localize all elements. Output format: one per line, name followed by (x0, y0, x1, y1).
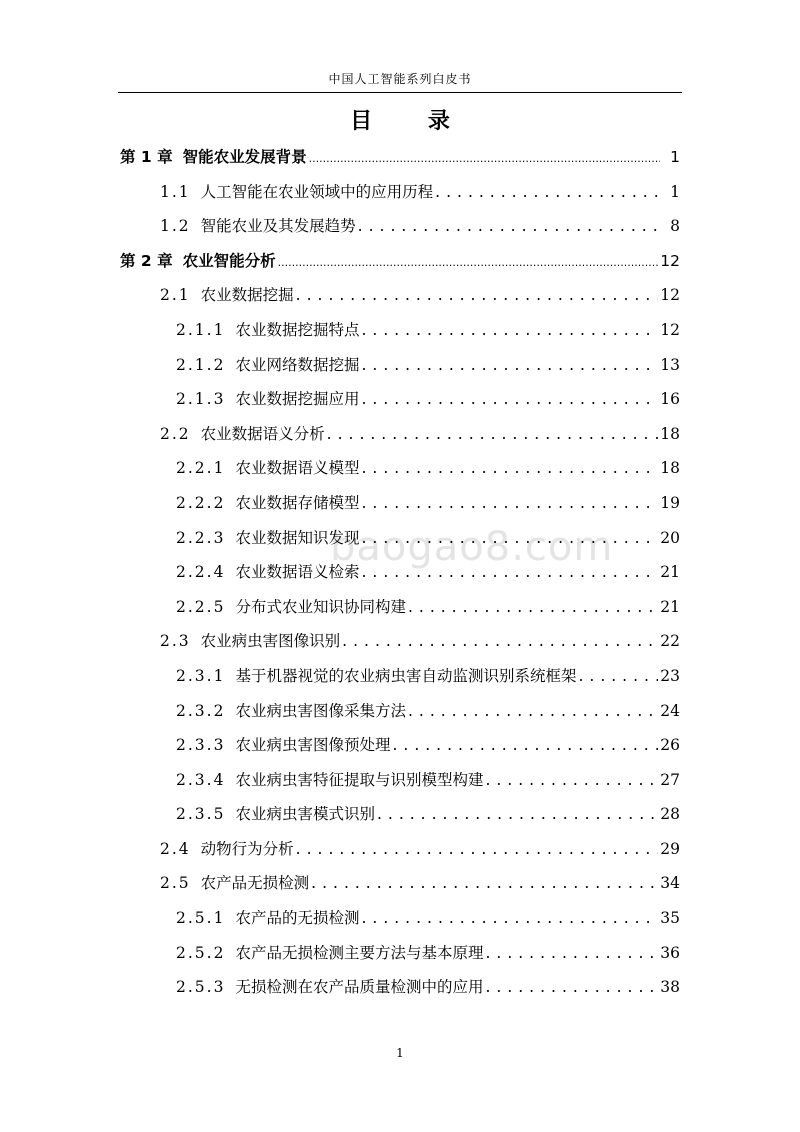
toc-entry-title: 农业病虫害特征提取与识别模型构建 (235, 770, 484, 789)
toc-entry-page: 12 (660, 286, 680, 305)
toc-entry[interactable] (120, 694, 680, 729)
toc-entry-page: 16 (660, 390, 680, 409)
toc-entry-number: 2.1.2 (176, 355, 226, 374)
toc-entry-title: 农产品无损检测 (200, 874, 310, 893)
watermark: baogao8.com (330, 524, 614, 570)
running-header: 中国人工智能系列白皮书 (328, 72, 472, 86)
toc-entry-page: 21 (660, 563, 680, 582)
toc-entry-page: 23 (660, 666, 680, 685)
toc-entry[interactable] (120, 451, 680, 486)
toc-entry-title: 农产品无损检测主要方法与基本原理 (235, 943, 484, 962)
toc-entry-number: 1.2 (160, 217, 191, 236)
toc-entry-number: 2.1.1 (176, 320, 226, 339)
toc-entry-page: 13 (660, 355, 680, 374)
toc-dot-leader (361, 521, 658, 556)
toc-entry-number: 2.3.3 (176, 736, 226, 755)
toc-dot-leader (296, 278, 659, 313)
toc-entry-title: 农业网络数据挖掘 (235, 355, 360, 374)
toc-entry-number: 2.2.5 (176, 597, 226, 616)
toc-entry[interactable] (120, 728, 680, 763)
toc-entry[interactable] (120, 936, 680, 971)
toc-entry-title: 农业数据知识发现 (235, 528, 360, 547)
toc-entry-number: 2.3.4 (176, 770, 226, 789)
toc-entry-number: 2.2.3 (176, 528, 226, 547)
toc-entry-page: 35 (660, 909, 680, 928)
toc-entry-number: 第 1 章 (120, 148, 173, 166)
toc-dot-leader (327, 417, 659, 452)
toc-entry[interactable] (120, 209, 680, 244)
toc-dot-leader (361, 451, 658, 486)
toc-entry-page: 21 (660, 597, 680, 616)
page-number: 1 (396, 1046, 404, 1060)
toc-entry[interactable] (120, 901, 680, 936)
toc-entry-title: 农业数据挖掘特点 (235, 320, 360, 339)
toc-entry-number: 2.3 (160, 632, 191, 651)
toc-dot-leader (392, 728, 658, 763)
toc-entry-number: 2.2.1 (176, 459, 226, 478)
toc-entry-number: 2.3.5 (176, 805, 226, 824)
toc-dot-leader (361, 313, 658, 348)
toc-entry-page: 28 (660, 805, 680, 824)
toc-entry-title: 农业数据挖掘 (200, 286, 294, 305)
toc-entry[interactable] (120, 382, 680, 417)
toc-dot-leader (485, 970, 658, 1005)
toc-entry[interactable] (120, 348, 680, 383)
toc-entry-number: 1.1 (160, 182, 191, 201)
toc-entry-title: 动物行为分析 (200, 839, 294, 858)
toc-dot-leader (361, 382, 658, 417)
toc-entry-number: 2.5.3 (176, 978, 226, 997)
toc-entry-number: 2.5.1 (176, 909, 226, 928)
toc-entry[interactable] (120, 278, 680, 313)
toc-entry-number: 2.2 (160, 424, 191, 443)
toc-entry[interactable] (120, 797, 680, 832)
toc-entry[interactable] (120, 624, 680, 659)
toc-entry-page: 34 (660, 874, 680, 893)
toc-entry-number: 2.4 (160, 839, 191, 858)
toc-entry-title: 农业数据语义检索 (235, 563, 360, 582)
toc-entry-number: 2.1 (160, 286, 191, 305)
toc-entry-page: 36 (660, 943, 680, 962)
toc-entry-number: 2.3.1 (176, 666, 226, 685)
toc-entry-page: 22 (660, 632, 680, 651)
toc-entry-number: 2.1.3 (176, 390, 226, 409)
toc-entry-title: 农产品的无损检测 (235, 909, 360, 928)
toc-entry-number: 第 2 章 (120, 251, 173, 270)
toc-entry[interactable] (120, 175, 680, 210)
toc-entry[interactable] (120, 555, 680, 590)
toc-dot-leader (435, 175, 660, 210)
toc-entry[interactable] (120, 970, 680, 1005)
toc-dot-leader (342, 624, 658, 659)
toc-dot-leader (361, 901, 658, 936)
toc-entry[interactable] (120, 417, 680, 452)
toc-dot-leader (278, 246, 659, 279)
toc-dot-leader (485, 763, 658, 798)
toc-dot-leader (358, 209, 660, 244)
toc-entry-title: 基于机器视觉的农业病虫害自动监测识别系统框架 (235, 666, 577, 685)
toc-entry-title: 分布式农业知识协同构建 (235, 597, 406, 616)
toc-entry-title: 无损检测在农产品质量检测中的应用 (235, 978, 484, 997)
toc-dot-leader (578, 659, 658, 694)
toc-entry-page: 20 (660, 528, 680, 547)
toc-entry[interactable] (120, 313, 680, 348)
toc-dot-leader (361, 486, 658, 521)
toc-entry-title: 农业数据语义模型 (235, 459, 360, 478)
toc-entry[interactable] (120, 486, 680, 521)
toc-entry-title: 农业病虫害图像识别 (200, 632, 341, 651)
toc-entry-page: 24 (660, 701, 680, 720)
toc-dot-leader (377, 797, 658, 832)
toc-entry-title: 农业数据挖掘应用 (235, 390, 360, 409)
toc-dot-leader (309, 142, 660, 175)
toc-entry[interactable] (120, 521, 680, 556)
toc-entry[interactable] (120, 140, 680, 175)
toc-entry-page: 26 (660, 736, 680, 755)
toc-entry-title: 农业病虫害模式识别 (235, 805, 375, 824)
toc-entry-title: 农业病虫害图像采集方法 (235, 701, 406, 720)
toc-entry-page: 1 (670, 182, 680, 201)
toc-entry-title: 人工智能在农业领域中的应用历程 (200, 182, 434, 201)
toc-entry-number: 2.5 (160, 874, 191, 893)
toc-entry-page: 18 (660, 459, 680, 478)
toc-entry-page: 27 (660, 770, 680, 789)
toc-entry-page: 12 (660, 320, 680, 339)
toc-dot-leader (361, 348, 658, 383)
toc-dot-leader (296, 832, 659, 867)
toc-entry-number: 2.5.2 (176, 943, 226, 962)
toc-dot-leader (311, 866, 658, 901)
header-rule (118, 92, 682, 93)
toc-entry-page: 8 (670, 217, 680, 236)
toc-entry-number: 2.3.2 (176, 701, 226, 720)
toc-entry-title: 农业病虫害图像预处理 (235, 736, 391, 755)
toc-entry[interactable] (120, 832, 680, 867)
table-of-contents (120, 140, 680, 1005)
toc-entry-page: 18 (660, 424, 680, 443)
toc-entry-title: 农业智能分析 (182, 251, 276, 270)
toc-entry-title: 智能农业发展背景 (182, 148, 307, 166)
toc-dot-leader (408, 590, 658, 625)
toc-entry-title: 农业数据存储模型 (235, 493, 360, 512)
toc-entry[interactable] (120, 244, 680, 279)
toc-entry-page: 12 (660, 251, 680, 270)
toc-entry-title: 农业数据语义分析 (200, 424, 325, 443)
toc-entry-number: 2.2.2 (176, 493, 226, 512)
toc-entry-page: 1 (670, 148, 680, 166)
toc-entry[interactable] (120, 659, 680, 694)
toc-dot-leader (408, 694, 658, 729)
toc-entry[interactable] (120, 763, 680, 798)
toc-entry-number: 2.2.4 (176, 563, 226, 582)
toc-entry-page: 19 (660, 493, 680, 512)
toc-entry-page: 38 (660, 978, 680, 997)
toc-dot-leader (361, 555, 658, 590)
toc-entry-title: 智能农业及其发展趋势 (200, 217, 356, 236)
toc-entry[interactable] (120, 590, 680, 625)
toc-dot-leader (485, 936, 658, 971)
toc-title: 目 录 (350, 109, 474, 134)
toc-entry[interactable] (120, 866, 680, 901)
toc-entry-page: 29 (660, 839, 680, 858)
